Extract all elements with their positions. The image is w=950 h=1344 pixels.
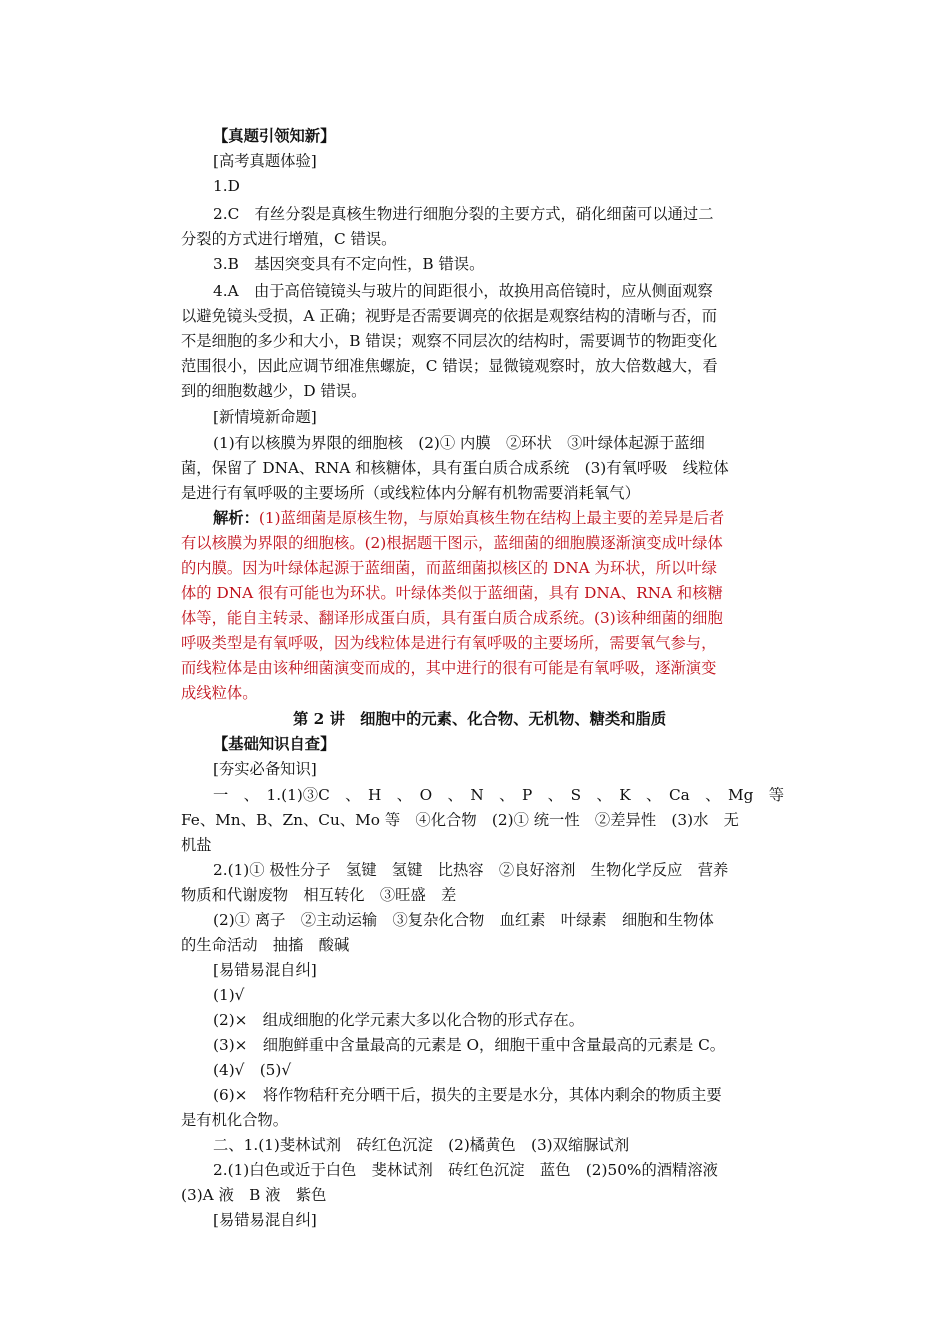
text-line: 机盐 (181, 836, 212, 854)
text-line: 物质和代谢废物 相互转化 ③旺盛 差 (181, 886, 457, 904)
text-line: 2.(1)白色或近于白色 斐林试剂 砖红色沉淀 蓝色 (2)50%的酒精溶液 (213, 1161, 718, 1179)
text-line: 1.D (213, 177, 240, 195)
analysis-line (213, 506, 724, 530)
text-line: (6)× 将作物秸秆充分晒干后，损失的主要是水分，其体内剩余的物质主要 (213, 1086, 722, 1104)
text-line: (3)A 液 B 液 紫色 (181, 1186, 327, 1204)
text-line: 2.C 有丝分裂是真核生物进行细胞分裂的主要方式，硝化细菌可以通过二 (213, 205, 714, 223)
text-line: (3)× 细胞鲜重中含量最高的元素是 O，细胞干重中含量最高的元素是 C。 (213, 1036, 726, 1054)
text-line: (2)× 组成细胞的化学元素大多以化合物的形式存在。 (213, 1011, 585, 1029)
text-line: [易错易混自纠] (213, 1211, 317, 1229)
analysis-label: 解析： (213, 509, 259, 527)
heading-line: 【基础知识自查】 (213, 735, 336, 753)
text-line: 到的细胞数越少，D 错误。 (181, 382, 367, 400)
text-line: [夯实必备知识] (213, 760, 317, 778)
text-line: [新情境新命题] (213, 408, 317, 426)
text-line: [高考真题体验] (213, 152, 317, 170)
text-line: 分裂的方式进行增殖，C 错误。 (181, 230, 397, 248)
text-line: [易错易混自纠] (213, 961, 317, 979)
text-line: 的生命活动 抽搐 酸碱 (181, 936, 350, 954)
text-line: 是进行有氧呼吸的主要场所（或线粒体内分解有机物需要消耗氧气） (181, 484, 640, 502)
text-line: (1)√ (213, 986, 245, 1004)
analysis-line: 体等，能自主转录、翻译形成蛋白质，具有蛋白质合成系统。(3)该种细菌的细胞 (181, 609, 723, 627)
analysis-line: 的内膜。因为叶绿体起源于蓝细菌，而蓝细菌拟核区的 DNA 为环状，所以叶绿 (181, 559, 717, 577)
text-line: 以避免镜头受损，A 正确；视野是否需要调亮的依据是观察结构的清晰与否，而 (181, 307, 718, 325)
text-line: 4.A 由于高倍镜镜头与玻片的间距很小，故换用高倍镜时，应从侧面观察 (213, 282, 713, 300)
text-line: 二、1.(1)斐林试剂 砖红色沉淀 (2)橘黄色 (3)双缩脲试剂 (213, 1136, 630, 1154)
text-line: 是有机化合物。 (181, 1111, 289, 1129)
text-line: 范围很小，因此应调节细准焦螺旋，C 错误；显微镜观察时，放大倍数越大，看 (181, 357, 718, 375)
text-line: Fe、Mn、B、Zn、Cu、Mo 等 ④化合物 (2)① 统一性 ②差异性 (3)水 无 (181, 811, 739, 829)
heading-line: 第 2 讲 细胞中的元素、化合物、无机物、糖类和脂质 (293, 710, 667, 728)
heading-line: 【真题引领知新】 (213, 127, 336, 145)
text-line: (4)√ (5)√ (213, 1061, 292, 1079)
analysis-line: 而线粒体是由该种细菌演变而成的，其中进行的很有可能是有氧呼吸，逐渐演变 (181, 659, 717, 677)
text-line: (1)有以核膜为界限的细胞核 (2)① 内膜 ②环状 ③叶绿体起源于蓝细 (213, 434, 705, 452)
text-line: 3.B 基因突变具有不定向性，B 错误。 (213, 255, 485, 273)
text-line: 一 、 1.(1)③C 、 H 、 O 、 N 、 P 、 S 、 K 、 Ca 、 Mg 等 (213, 786, 785, 804)
analysis-line: 体的 DNA 很有可能也为环状。叶绿体类似于蓝细菌，具有 DNA、RNA 和核糖 (181, 584, 723, 602)
analysis-line: 成线粒体。 (181, 684, 258, 702)
analysis-text: (1)蓝细菌是原核生物，与原始真核生物在结构上最主要的差异是后者 (258, 509, 725, 527)
analysis-line: 呼吸类型是有氧呼吸，因为线粒体是进行有氧呼吸的主要场所，需要氧气参与， (181, 634, 717, 652)
text-line: 菌，保留了 DNA、RNA 和核糖体，具有蛋白质合成系统 (3)有氧呼吸 线粒体 (181, 459, 729, 477)
text-line: 不是细胞的多少和大小，B 错误；观察不同层次的结构时，需要调节的物距变化 (181, 332, 718, 350)
text-line: 2.(1)① 极性分子 氢键 氢键 比热容 ②良好溶剂 生物化学反应 营养 (213, 861, 729, 879)
analysis-line: 有以核膜为界限的细胞核。(2)根据题干图示，蓝细菌的细胞膜逐渐演变成叶绿体 (181, 534, 723, 552)
text-line: (2)① 离子 ②主动运输 ③复杂化合物 血红素 叶绿素 细胞和生物体 (213, 911, 714, 929)
